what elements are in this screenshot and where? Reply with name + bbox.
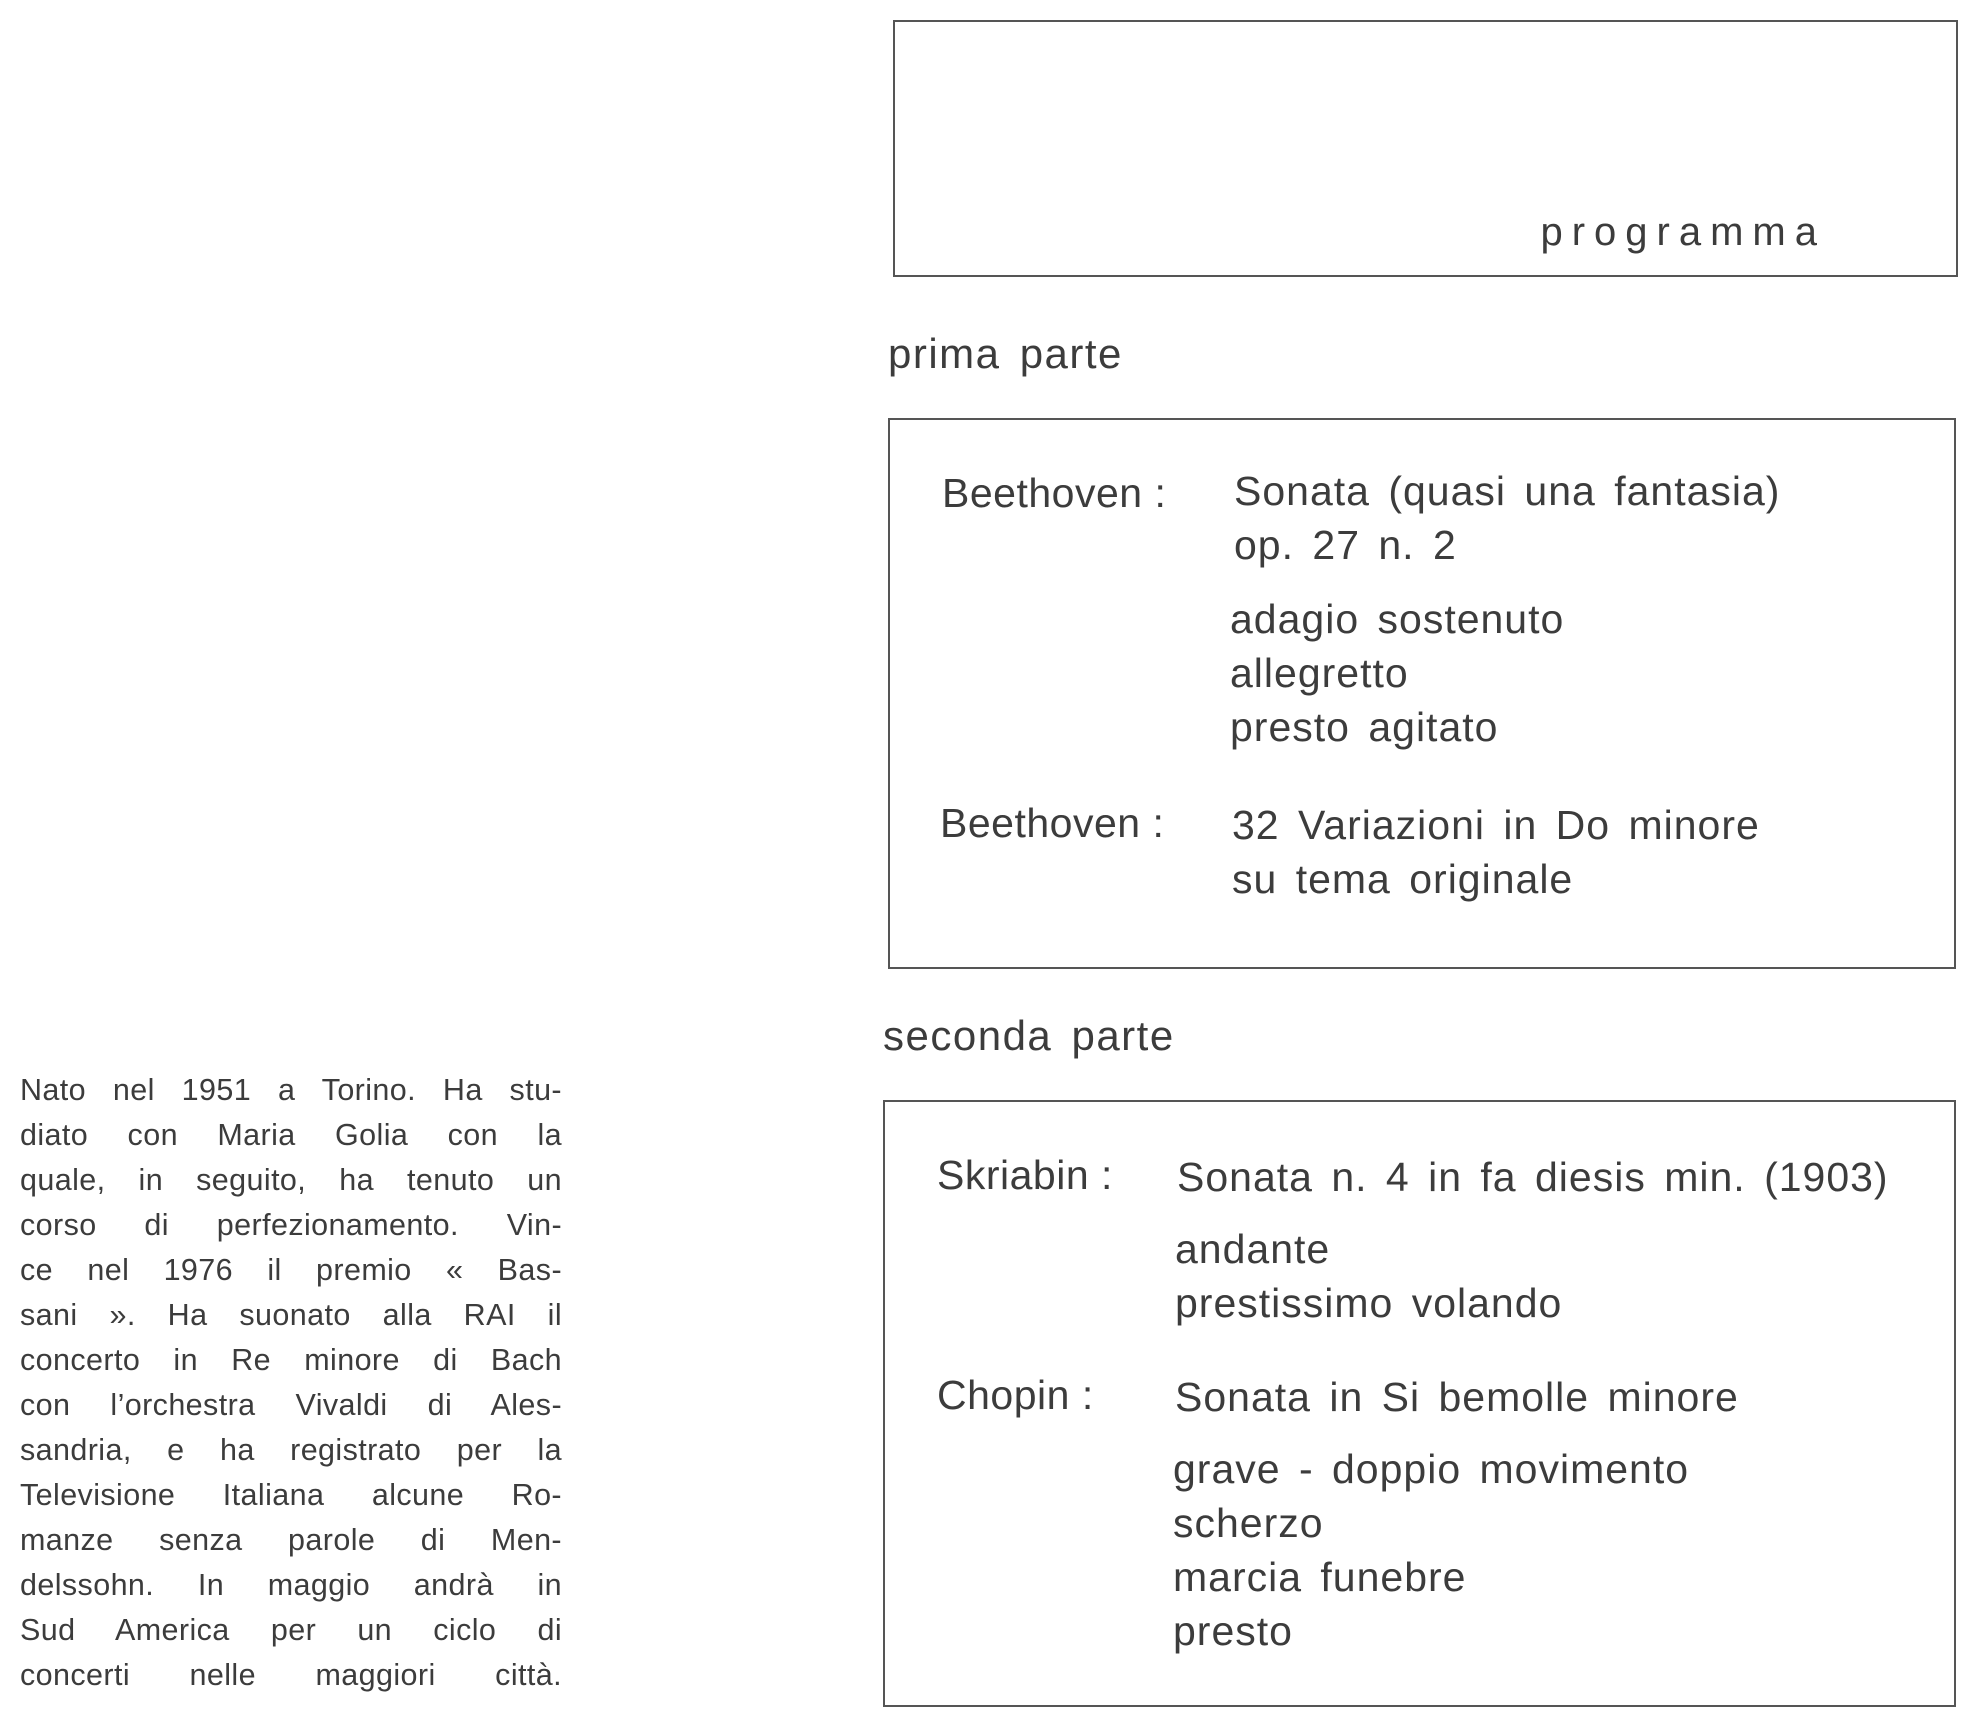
movement-list <box>1230 592 1564 754</box>
composer-name: Beethoven : <box>940 800 1165 846</box>
bio-line: con l’orchestra Vivaldi di Ales- <box>20 1388 562 1422</box>
bio-line: Televisione Italiana alcune Ro- <box>20 1478 562 1512</box>
biography-text <box>20 1068 562 1698</box>
bio-line: sani ». Ha suonato alla RAI il <box>20 1298 562 1332</box>
work-title-line: Sonata n. 4 in fa diesis min. (1903) <box>1177 1154 1889 1200</box>
work-title <box>1177 1150 1889 1204</box>
movement-item: allegretto <box>1230 650 1409 696</box>
bio-line: Nato nel 1951 a Torino. Ha stu- <box>20 1073 562 1107</box>
movement-item: grave - doppio movimento <box>1173 1446 1690 1492</box>
work-title <box>1232 798 1760 906</box>
page-title: programma <box>1540 210 1826 254</box>
bio-line: Sud America per un ciclo di <box>20 1613 562 1647</box>
first-part-box <box>888 418 1956 969</box>
bio-line: ce nel 1976 il premio « Bas- <box>20 1253 562 1287</box>
first-part-heading: prima parte <box>888 330 1123 377</box>
movement-item: prestissimo volando <box>1175 1280 1563 1326</box>
composer-name: Beethoven : <box>942 470 1167 516</box>
work-title-line: Sonata in Si bemolle minore <box>1175 1374 1739 1420</box>
work-title-line: su tema originale <box>1232 856 1574 902</box>
second-part-box <box>883 1100 1956 1707</box>
bio-line: delssohn. In maggio andrà in <box>20 1568 562 1602</box>
bio-line: diato con Maria Golia con la <box>20 1118 562 1152</box>
work-title <box>1175 1370 1739 1424</box>
work-title-line: Sonata (quasi una fantasia) <box>1234 468 1781 514</box>
movement-item: scherzo <box>1173 1500 1324 1546</box>
work-title-line: 32 Variazioni in Do minore <box>1232 802 1760 848</box>
work-title-line: op. 27 n. 2 <box>1234 522 1457 568</box>
bio-line: manze senza parole di Men- <box>20 1523 562 1557</box>
work-title <box>1234 464 1780 572</box>
second-part-heading: seconda parte <box>883 1012 1175 1059</box>
bio-line: quale, in seguito, ha tenuto un <box>20 1163 562 1197</box>
movement-item: marcia funebre <box>1173 1554 1467 1600</box>
bio-line: corso di perfezionamento. Vin- <box>20 1208 562 1242</box>
movement-item: adagio sostenuto <box>1230 596 1565 642</box>
movement-item: presto <box>1173 1608 1293 1654</box>
movement-list <box>1173 1442 1689 1658</box>
movement-list <box>1175 1222 1562 1330</box>
composer-name: Chopin : <box>937 1372 1094 1418</box>
movement-item: andante <box>1175 1226 1331 1272</box>
bio-line: concerti nelle maggiori città. <box>20 1658 562 1692</box>
title-box <box>893 20 1958 277</box>
bio-line: sandria, e ha registrato per la <box>20 1433 562 1467</box>
bio-line: concerto in Re minore di Bach <box>20 1343 562 1377</box>
composer-name: Skriabin : <box>937 1152 1113 1198</box>
movement-item: presto agitato <box>1230 704 1499 750</box>
